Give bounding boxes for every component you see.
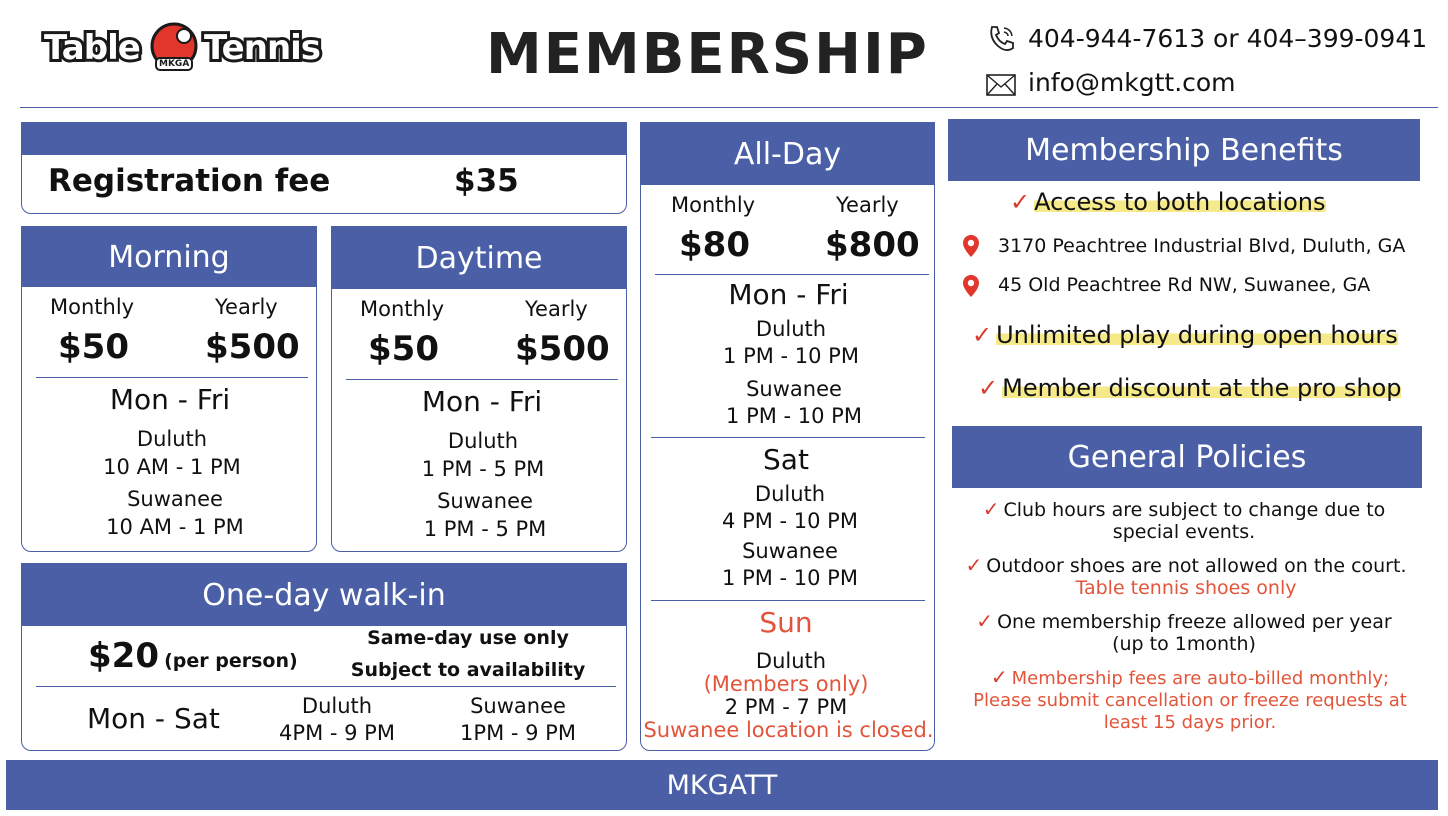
morning-card xyxy=(21,226,317,552)
walkin-divider xyxy=(36,686,616,687)
allday-divider-1 xyxy=(655,274,929,275)
walkin-loc2-hours: 1PM - 9 PM xyxy=(460,721,576,745)
walkin-days: Mon - Sat xyxy=(87,702,220,735)
policy-4-line-1: Membership fees are auto-billed monthly; xyxy=(1011,668,1390,689)
email-address[interactable]: info@mkgtt.com xyxy=(1028,68,1236,97)
allday-sun-closed: Suwanee location is closed. xyxy=(643,718,934,742)
walkin-price: $20 xyxy=(88,636,159,676)
allday-yearly-label: Yearly xyxy=(836,193,899,217)
logo-text-right: Tennis xyxy=(204,28,321,68)
logo-text-left: Table xyxy=(44,28,140,68)
benefit-text-3: Member discount at the pro shop xyxy=(1002,374,1402,402)
daytime-loc1-hours: 1 PM - 5 PM xyxy=(421,457,545,481)
policy-4-line-2: Please submit cancellation or freeze requests at xyxy=(973,690,1407,711)
benefit-text-2: Unlimited play during open hours xyxy=(996,321,1398,349)
allday-sun-loc: Duluth xyxy=(755,649,827,673)
walkin-per: (per person) xyxy=(164,650,298,672)
registration-card xyxy=(21,122,627,214)
logo xyxy=(44,20,321,80)
daytime-monthly-label: Monthly xyxy=(360,297,445,321)
daytime-days: Mon - Fri xyxy=(421,385,543,418)
registration-price: $35 xyxy=(454,163,519,199)
policy-1-line-2: special events. xyxy=(1112,521,1256,543)
phone-icon xyxy=(986,24,1016,54)
footer-text: MKGATT xyxy=(666,769,778,801)
benefit-item-3 xyxy=(978,374,1401,402)
allday-sun-hours: 2 PM - 7 PM xyxy=(724,695,848,719)
policy-3-line-2: (up to 1month) xyxy=(1112,633,1256,655)
address-2: 45 Old Peachtree Rd NW, Suwanee, GA xyxy=(998,274,1371,296)
daytime-loc2: Suwanee xyxy=(437,489,533,513)
check-icon: ✓ xyxy=(972,321,993,349)
policy-4 xyxy=(940,666,1440,734)
morning-loc2: Suwanee xyxy=(127,487,223,511)
allday-sat-loc2-hours: 1 PM - 10 PM xyxy=(722,566,858,590)
allday-wd-loc2: Suwanee xyxy=(746,377,842,401)
allday-divider-2 xyxy=(651,437,925,438)
walkin-note1: Same-day use only xyxy=(367,627,569,649)
allday-card xyxy=(640,122,935,751)
allday-yearly-price: $800 xyxy=(825,225,920,265)
allday-wd-loc1-hours: 1 PM - 10 PM xyxy=(723,344,859,368)
page-title: MEMBERSHIP xyxy=(486,22,929,87)
check-icon: ✓ xyxy=(976,609,994,633)
check-icon: ✓ xyxy=(1010,188,1031,216)
allday-wd-loc2-hours: 1 PM - 10 PM xyxy=(726,404,862,428)
benefits-title: Membership Benefits xyxy=(948,119,1420,181)
morning-days: Mon - Fri xyxy=(109,383,231,416)
morning-yearly-price: $500 xyxy=(205,327,300,367)
allday-divider-3 xyxy=(651,600,925,601)
daytime-yearly-price: $500 xyxy=(515,329,610,369)
walkin-title: One-day walk-in xyxy=(22,564,626,626)
policy-3 xyxy=(944,610,1424,655)
allday-sun-note: (Members only) xyxy=(703,672,869,696)
policy-3-line-1: One membership freeze allowed per year xyxy=(997,611,1392,633)
benefit-item-2 xyxy=(972,321,1398,349)
mail-icon xyxy=(986,74,1016,96)
allday-sun: Sun xyxy=(759,606,813,639)
allday-sat-loc1-hours: 4 PM - 10 PM xyxy=(722,509,858,533)
morning-loc1: Duluth xyxy=(136,427,208,451)
allday-sat-loc2: Suwanee xyxy=(742,539,838,563)
benefit-item-1 xyxy=(1010,188,1326,216)
check-icon: ✓ xyxy=(990,665,1008,689)
walkin-card xyxy=(21,563,627,751)
check-icon: ✓ xyxy=(978,374,999,402)
daytime-yearly-label: Yearly xyxy=(525,297,588,321)
paddle-icon xyxy=(148,22,200,74)
allday-weekday: Mon - Fri xyxy=(728,278,849,311)
morning-monthly-label: Monthly xyxy=(50,295,135,319)
morning-loc1-hours: 10 AM - 1 PM xyxy=(103,455,241,479)
benefit-text-1: Access to both locations xyxy=(1034,188,1326,216)
allday-sat: Sat xyxy=(763,443,809,476)
location-pin-icon xyxy=(962,274,980,298)
footer-bar xyxy=(6,760,1438,810)
allday-monthly-label: Monthly xyxy=(671,193,756,217)
walkin-note2: Subject to availability xyxy=(350,659,586,681)
daytime-title: Daytime xyxy=(332,227,626,289)
morning-yearly-label: Yearly xyxy=(215,295,278,319)
daytime-divider xyxy=(346,379,618,380)
policy-2 xyxy=(936,554,1436,599)
registration-label: Registration fee xyxy=(48,163,331,199)
check-icon: ✓ xyxy=(982,497,1000,521)
walkin-loc1-hours: 4PM - 9 PM xyxy=(279,721,395,745)
header-divider xyxy=(20,107,1438,108)
morning-divider xyxy=(36,377,308,378)
check-icon: ✓ xyxy=(965,553,983,577)
logo-badge: MKGA xyxy=(159,59,190,69)
location-pin-icon xyxy=(962,234,980,258)
policies-title: General Policies xyxy=(952,426,1422,488)
policy-1-line-1: Club hours are subject to change due to xyxy=(1003,499,1386,521)
policy-4-line-3: least 15 days prior. xyxy=(1103,712,1277,733)
policy-1 xyxy=(944,498,1424,543)
morning-loc2-hours: 10 AM - 1 PM xyxy=(106,515,244,539)
walkin-price-row xyxy=(88,636,298,676)
phone-number[interactable]: 404-944-7613 or 404–399-0941 xyxy=(1028,24,1428,53)
allday-monthly-price: $80 xyxy=(679,225,750,265)
registration-header-bar xyxy=(22,123,626,155)
morning-monthly-price: $50 xyxy=(58,327,129,367)
walkin-loc1: Duluth xyxy=(301,694,373,718)
daytime-card xyxy=(331,226,627,552)
policy-2-line-2: Table tennis shoes only xyxy=(1075,577,1297,599)
daytime-monthly-price: $50 xyxy=(368,329,439,369)
morning-title: Morning xyxy=(22,227,316,287)
policy-2-line-1: Outdoor shoes are not allowed on the court. xyxy=(986,555,1407,577)
daytime-loc2-hours: 1 PM - 5 PM xyxy=(423,517,547,541)
address-1: 3170 Peachtree Industrial Blvd, Duluth, GA xyxy=(998,235,1406,257)
walkin-loc2: Suwanee xyxy=(470,694,566,718)
allday-wd-loc1: Duluth xyxy=(755,317,827,341)
allday-sat-loc1: Duluth xyxy=(754,482,826,506)
allday-title: All-Day xyxy=(641,123,934,185)
daytime-loc1: Duluth xyxy=(447,429,519,453)
